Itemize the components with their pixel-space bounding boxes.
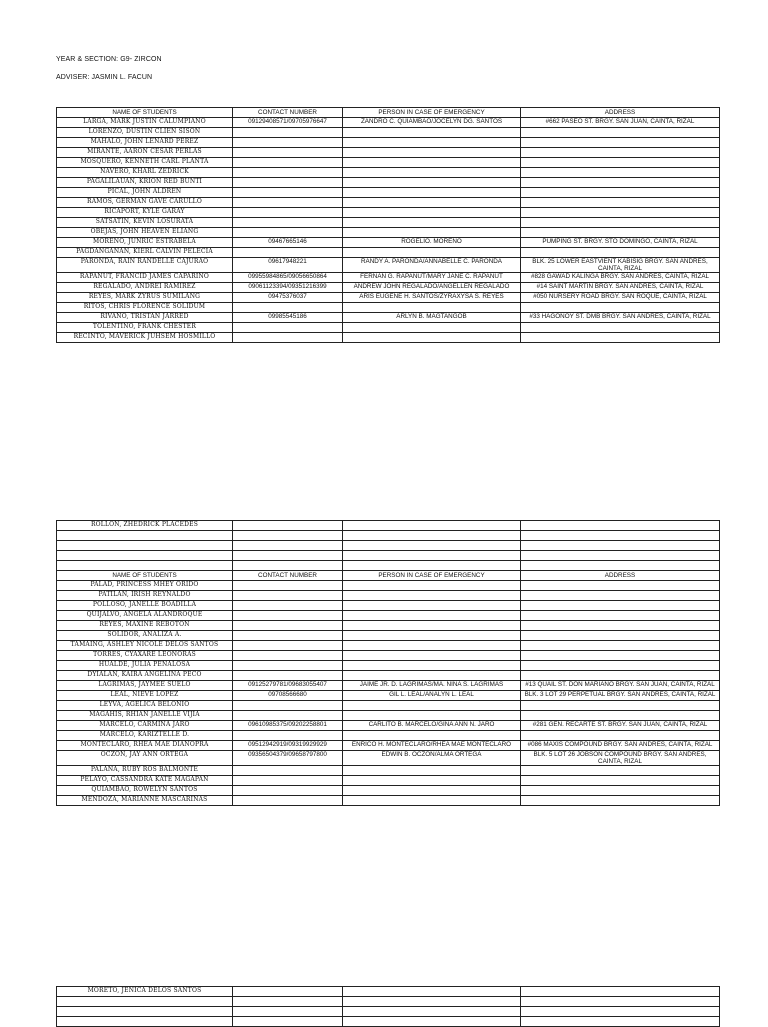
student-name-cell: PICAL, JOHN ALDREN <box>57 188 233 198</box>
emergency-contact-cell <box>343 1007 521 1017</box>
year-section-label: YEAR & SECTION: G9- ZIRCON <box>56 56 162 63</box>
address-cell <box>521 997 720 1007</box>
student-name-cell: RITOS, CHRIS FLORENCE SOLIDUM <box>57 303 233 313</box>
contact-number-cell <box>233 198 343 208</box>
table-row <box>57 631 720 641</box>
student-name-cell: RIVANO, TRISTAN JARRED <box>57 313 233 323</box>
emergency-contact-cell <box>343 531 521 541</box>
contact-number-cell <box>233 128 343 138</box>
student-name-cell: POLLOSO, JANELLE BOADILLA <box>57 601 233 611</box>
address-cell <box>521 158 720 168</box>
student-name-cell: RICAPORT, KYLE GARAY <box>57 208 233 218</box>
table-row <box>57 987 720 997</box>
table-row <box>57 138 720 148</box>
emergency-contact-cell: FERNAN G. RAPANUT/MARY JANE C. RAPANUT <box>343 273 521 283</box>
table-row <box>57 561 720 571</box>
student-name-cell: MOSQUERO, KENNETH CARL PLANTA <box>57 158 233 168</box>
contact-number-cell: 09985545186 <box>233 313 343 323</box>
address-cell: BLK. 5 LOT 26 JOBSON COMPOUND BRGY. SAN ANDRES, CAINTA, RIZAL <box>521 751 720 766</box>
emergency-contact-cell <box>343 651 521 661</box>
contact-number-cell <box>233 661 343 671</box>
contact-number-cell <box>233 641 343 651</box>
contact-number-cell <box>233 591 343 601</box>
student-name-cell: RECINTO, MAVERICK JUHSEM HOSMILLO <box>57 333 233 343</box>
contact-number-cell <box>233 796 343 806</box>
student-name-cell <box>57 551 233 561</box>
student-name-cell: SOLIDOR, ANALIZA A. <box>57 631 233 641</box>
address-cell <box>521 1007 720 1017</box>
contact-number-cell <box>233 766 343 776</box>
student-name-cell: LARGA, MARK JUSTIN CALUMPIANO <box>57 118 233 128</box>
contact-number-cell: 09610985375/09202258801 <box>233 721 343 731</box>
student-name-cell: HUALDE, JULIA PENALOSA <box>57 661 233 671</box>
student-name-cell: ROLLON, ZHEDRICK PLACEDES <box>57 521 233 531</box>
address-cell <box>521 521 720 531</box>
student-name-cell: QUIAMBAO, ROWELYN SANTOS <box>57 786 233 796</box>
address-cell <box>521 303 720 313</box>
emergency-contact-cell <box>343 621 521 631</box>
emergency-contact-cell <box>343 198 521 208</box>
emergency-contact-cell <box>343 591 521 601</box>
table-row <box>57 721 720 731</box>
table-row <box>57 228 720 238</box>
emergency-contact-cell <box>343 796 521 806</box>
contact-number-cell <box>233 323 343 333</box>
table-row <box>57 661 720 671</box>
address-cell <box>521 248 720 258</box>
address-cell <box>521 188 720 198</box>
student-roster-table-2 <box>56 520 720 806</box>
emergency-contact-cell <box>343 611 521 621</box>
emergency-contact-cell <box>343 786 521 796</box>
address-cell: #828 GAWAD KALINGA BRGY. SAN ANDRES, CAINTA, RIZAL <box>521 273 720 283</box>
contact-number-cell <box>233 621 343 631</box>
emergency-contact-cell <box>343 711 521 721</box>
student-name-cell: PARONDA, RAIN RANDELLE CAJURAO <box>57 258 233 273</box>
contact-number-cell: 09356504379/09658797800 <box>233 751 343 766</box>
address-cell <box>521 731 720 741</box>
table-row <box>57 323 720 333</box>
address-cell <box>521 591 720 601</box>
table-row <box>57 303 720 313</box>
student-name-cell: REGALADO, ANDREI RAMIREZ <box>57 283 233 293</box>
emergency-contact-cell <box>343 631 521 641</box>
table-row <box>57 671 720 681</box>
contact-number-cell <box>233 651 343 661</box>
table-row <box>57 581 720 591</box>
address-cell <box>521 701 720 711</box>
table-row <box>57 128 720 138</box>
student-name-cell: RAPANUT, FRANCID JAMES CAPARINO <box>57 273 233 283</box>
address-cell <box>521 198 720 208</box>
contact-number-cell <box>233 1007 343 1017</box>
emergency-contact-cell: ARIS EUGENE H. SANTOS/ZYRAXYSA S. REYES <box>343 293 521 303</box>
contact-number-cell: 09475376037 <box>233 293 343 303</box>
address-cell <box>521 551 720 561</box>
emergency-contact-cell <box>343 188 521 198</box>
contact-number-cell: 09061123394/09351216399 <box>233 283 343 293</box>
emergency-contact-cell <box>343 561 521 571</box>
address-cell <box>521 766 720 776</box>
student-name-cell <box>57 561 233 571</box>
emergency-contact-cell: ARLYN B. MAGTANGOB <box>343 313 521 323</box>
student-name-cell <box>57 531 233 541</box>
address-cell <box>521 631 720 641</box>
student-name-cell: PALAÑA, RUBY ROS BALMONTE <box>57 766 233 776</box>
contact-number-cell <box>233 611 343 621</box>
address-cell <box>521 138 720 148</box>
table-row <box>57 333 720 343</box>
student-name-cell: QUIJALVO, ANGELA ALANDROQUE <box>57 611 233 621</box>
emergency-contact-cell: ROGELIO. MORENO <box>343 238 521 248</box>
table-row <box>57 711 720 721</box>
emergency-contact-cell: RANDY A. PARONDA/ANNABELLE C. PARONDA <box>343 258 521 273</box>
address-cell <box>521 581 720 591</box>
address-cell <box>521 128 720 138</box>
address-column-header: ADDRESS <box>521 571 720 581</box>
contact-number-cell <box>233 776 343 786</box>
table-row <box>57 741 720 751</box>
address-cell <box>521 786 720 796</box>
emergency-contact-cell <box>343 168 521 178</box>
address-cell <box>521 661 720 671</box>
student-name-cell: PATILAN, IRISH REYNALDO <box>57 591 233 601</box>
table-row <box>57 168 720 178</box>
student-name-cell: PELAYO, CASSANDRA KATE MAGAPAN <box>57 776 233 786</box>
table-row <box>57 997 720 1007</box>
address-cell: #086 MAXIS COMPOUND BRGY. SAN ANDRES, CAINTA, RIZAL <box>521 741 720 751</box>
address-cell: BLK. 3 LOT 29 PERPETUAL BRGY. SAN ANDRES, CAINTA, RIZAL <box>521 691 720 701</box>
contact-number-cell <box>233 786 343 796</box>
table-header-row <box>57 108 720 118</box>
student-name-cell: MORENO, JUNRIC ESTRABELA <box>57 238 233 248</box>
emergency-contact-cell <box>343 701 521 711</box>
address-cell <box>521 561 720 571</box>
student-name-cell: PALAD, PRINCESS MHEY ORIDO <box>57 581 233 591</box>
student-name-cell: TORRES, CYAXARE LEONORAS <box>57 651 233 661</box>
address-cell <box>521 531 720 541</box>
student-name-cell: MARCELO, KARIZTELLE D. <box>57 731 233 741</box>
student-name-cell: DYIALAN, KAIRA ANGELINA PECO <box>57 671 233 681</box>
contact-number-cell <box>233 303 343 313</box>
address-cell: #14 SAINT MARTIN BRGY. SAN ANDRES, CAINTA, RIZAL <box>521 283 720 293</box>
student-name-cell: MORETO, JENICA DELOS SANTOS <box>57 987 233 997</box>
emergency-contact-cell <box>343 521 521 531</box>
table-row <box>57 601 720 611</box>
student-name-cell <box>57 1007 233 1017</box>
contact-number-cell: 09129408571/09705976647 <box>233 118 343 128</box>
emergency-contact-cell <box>343 997 521 1007</box>
student-name-cell: OBEJAS, JOHN HEAVEN ELIANG <box>57 228 233 238</box>
table-row <box>57 118 720 128</box>
address-cell <box>521 168 720 178</box>
student-roster-table-1 <box>56 107 720 343</box>
address-cell <box>521 323 720 333</box>
contact-number-cell <box>233 1017 343 1027</box>
emergency-column-header: PERSON IN CASE OF EMERGENCY <box>343 108 521 118</box>
address-cell: #33 HAGONOY ST. DMB BRGY. SAN ANDRES, CAINTA, RIZAL <box>521 313 720 323</box>
table-row <box>57 751 720 766</box>
contact-number-cell <box>233 248 343 258</box>
table-row <box>57 691 720 701</box>
emergency-contact-cell: ENRICO H. MONTECLARO/RHEA MAE MONTECLARO <box>343 741 521 751</box>
table-row <box>57 258 720 273</box>
emergency-contact-cell <box>343 128 521 138</box>
contact-number-cell <box>233 541 343 551</box>
table-row <box>57 786 720 796</box>
contact-number-cell <box>233 601 343 611</box>
emergency-contact-cell <box>343 148 521 158</box>
contact-number-cell <box>233 333 343 343</box>
student-name-cell: MARCELO, CARMINA JARO <box>57 721 233 731</box>
table-row <box>57 313 720 323</box>
contact-number-cell <box>233 731 343 741</box>
contact-number-cell <box>233 561 343 571</box>
student-name-cell: PAGALILAUAN, KRION RED BUNTI <box>57 178 233 188</box>
student-name-cell: RAMOS, GERMAN GAVE CARULLO <box>57 198 233 208</box>
contact-number-cell: 09467665146 <box>233 238 343 248</box>
emergency-contact-cell <box>343 731 521 741</box>
address-cell: #281 GEN. RECARTE ST. BRGY. SAN JUAN, CAINTA, RIZAL <box>521 721 720 731</box>
table-row <box>57 776 720 786</box>
address-cell <box>521 671 720 681</box>
contact-number-cell <box>233 178 343 188</box>
table-row <box>57 158 720 168</box>
emergency-contact-cell <box>343 323 521 333</box>
student-name-cell <box>57 541 233 551</box>
emergency-contact-cell: ANDREW JOHN REGALADO/ANGELLEN REGALADO <box>343 283 521 293</box>
student-name-cell: TAMAING, ASHLEY NICOLE DELOS SANTOS <box>57 641 233 651</box>
contact-number-cell <box>233 218 343 228</box>
student-name-cell: LAGRIMAS, JAYMEE SUELO <box>57 681 233 691</box>
table-row <box>57 681 720 691</box>
address-cell: #13 QUAIL ST. DON MARIANO BRGY. SAN JUAN, CAINTA, RIZAL <box>521 681 720 691</box>
address-cell: #662 PASEO ST. BRGY. SAN JUAN, CAINTA, RIZAL <box>521 118 720 128</box>
address-cell <box>521 641 720 651</box>
emergency-contact-cell <box>343 208 521 218</box>
emergency-contact-cell <box>343 158 521 168</box>
contact-number-cell: 09512942919/09319929929 <box>233 741 343 751</box>
contact-number-cell <box>233 158 343 168</box>
address-cell <box>521 987 720 997</box>
emergency-contact-cell <box>343 661 521 671</box>
emergency-contact-cell <box>343 987 521 997</box>
table-row <box>57 293 720 303</box>
address-cell <box>521 1017 720 1027</box>
contact-number-cell <box>233 138 343 148</box>
emergency-contact-cell <box>343 551 521 561</box>
emergency-contact-cell <box>343 248 521 258</box>
contact-number-cell: 09617948221 <box>233 258 343 273</box>
table-row <box>57 591 720 601</box>
table-row <box>57 283 720 293</box>
address-cell: PUMPING ST. BRGY. STO DOMINGO, CAINTA, RIZAL <box>521 238 720 248</box>
table-header-row <box>57 571 720 581</box>
contact-column-header: CONTACT NUMBER <box>233 108 343 118</box>
address-column-header: ADDRESS <box>521 108 720 118</box>
address-cell <box>521 148 720 158</box>
emergency-contact-cell: ZANDRO C. QUIAMBAO/JOCELYN DG. SANTOS <box>343 118 521 128</box>
table-row <box>57 551 720 561</box>
address-cell <box>521 776 720 786</box>
table-row <box>57 651 720 661</box>
student-name-cell: MAGAHIS, RHIAN JANELLE VIJIA <box>57 711 233 721</box>
emergency-contact-cell <box>343 218 521 228</box>
address-cell <box>521 601 720 611</box>
table-row <box>57 148 720 158</box>
student-name-cell <box>57 1017 233 1027</box>
student-name-cell: MONTECLARO, RHEA MAE DIANOPRA <box>57 741 233 751</box>
contact-number-cell <box>233 581 343 591</box>
table-row <box>57 521 720 531</box>
table-row <box>57 188 720 198</box>
contact-number-cell: 09955984865/09056650864 <box>233 273 343 283</box>
contact-number-cell <box>233 208 343 218</box>
student-name-cell: MIRANTE, AARON CESAR PERLAS <box>57 148 233 158</box>
address-cell <box>521 333 720 343</box>
contact-number-cell <box>233 631 343 641</box>
contact-column-header: CONTACT NUMBER <box>233 571 343 581</box>
student-name-cell: MAHALO, JOHN LENARD PEREZ <box>57 138 233 148</box>
table-row <box>57 208 720 218</box>
adviser-label: ADVISER: JASMIN L. FACUN <box>56 74 153 81</box>
contact-number-cell <box>233 188 343 198</box>
emergency-contact-cell <box>343 601 521 611</box>
student-name-cell: LORENZO, DUSTIN CLIEN SISON <box>57 128 233 138</box>
address-cell <box>521 611 720 621</box>
table-row <box>57 621 720 631</box>
contact-number-cell <box>233 711 343 721</box>
student-name-cell: MENDOZA, MARIANNE MASCARIÑAS <box>57 796 233 806</box>
name-column-header: NAME OF STUDENTS <box>57 108 233 118</box>
table-row <box>57 796 720 806</box>
contact-number-cell <box>233 701 343 711</box>
emergency-contact-cell: GIL L. LEAL/ANALYN L. LEAL <box>343 691 521 701</box>
emergency-contact-cell <box>343 541 521 551</box>
address-cell <box>521 621 720 631</box>
emergency-contact-cell <box>343 138 521 148</box>
emergency-contact-cell <box>343 776 521 786</box>
name-column-header: NAME OF STUDENTS <box>57 571 233 581</box>
student-name-cell: LEYVA, AGELICA BELONIO <box>57 701 233 711</box>
emergency-contact-cell <box>343 333 521 343</box>
student-name-cell: OCZON, JAY ANN ORTEGA <box>57 751 233 766</box>
contact-number-cell <box>233 551 343 561</box>
student-name-cell: NAVERO, KHARL ZEDRICK <box>57 168 233 178</box>
table-row <box>57 178 720 188</box>
address-cell <box>521 651 720 661</box>
student-name-cell: REYES, MARK ZYRUS SUMILANG <box>57 293 233 303</box>
emergency-contact-cell: CARLITO B. MARCELO/GINA ANN N. JARO <box>343 721 521 731</box>
address-cell <box>521 218 720 228</box>
table-row <box>57 641 720 651</box>
student-name-cell: LEAL, NIEVE LOPEZ <box>57 691 233 701</box>
emergency-contact-cell <box>343 1017 521 1027</box>
table-row <box>57 273 720 283</box>
student-roster-table-3 <box>56 986 720 1027</box>
student-name-cell: PAGDANGANAN, KIERL CALVIN PELECIA <box>57 248 233 258</box>
table-row <box>57 218 720 228</box>
emergency-contact-cell: JAIME JR. D. LAGRIMAS/MA. NINA S. LAGRIMAS <box>343 681 521 691</box>
emergency-contact-cell <box>343 671 521 681</box>
address-cell <box>521 541 720 551</box>
address-cell <box>521 208 720 218</box>
contact-number-cell <box>233 168 343 178</box>
student-name-cell <box>57 997 233 1007</box>
contact-number-cell <box>233 228 343 238</box>
table-row <box>57 731 720 741</box>
emergency-contact-cell <box>343 641 521 651</box>
table-row <box>57 766 720 776</box>
emergency-contact-cell <box>343 303 521 313</box>
contact-number-cell: 09125279781/09683055407 <box>233 681 343 691</box>
table-row <box>57 248 720 258</box>
emergency-column-header: PERSON IN CASE OF EMERGENCY <box>343 571 521 581</box>
table-row <box>57 1017 720 1027</box>
emergency-contact-cell <box>343 581 521 591</box>
address-cell: BLK. 25 LOWER EASTVIENT KABISIG BRGY. SAN ANDRES, CAINTA, RIZAL <box>521 258 720 273</box>
address-cell <box>521 711 720 721</box>
table-row <box>57 701 720 711</box>
address-cell <box>521 796 720 806</box>
emergency-contact-cell: EDWIN B. OCZON/ALMA ORTEGA <box>343 751 521 766</box>
emergency-contact-cell <box>343 178 521 188</box>
table-row <box>57 531 720 541</box>
contact-number-cell <box>233 148 343 158</box>
contact-number-cell: 09708566680 <box>233 691 343 701</box>
table-row <box>57 238 720 248</box>
contact-number-cell <box>233 531 343 541</box>
emergency-contact-cell <box>343 228 521 238</box>
contact-number-cell <box>233 987 343 997</box>
contact-number-cell <box>233 671 343 681</box>
student-name-cell: SATSATIN, KEVIN LOSURATA <box>57 218 233 228</box>
table-row <box>57 198 720 208</box>
student-name-cell: TOLENTINO, FRANK CHESTER <box>57 323 233 333</box>
address-cell <box>521 228 720 238</box>
table-row <box>57 1007 720 1017</box>
contact-number-cell <box>233 997 343 1007</box>
student-name-cell: REYES, MAXINE REBOTON <box>57 621 233 631</box>
table-row <box>57 541 720 551</box>
table-row <box>57 611 720 621</box>
emergency-contact-cell <box>343 766 521 776</box>
address-cell <box>521 178 720 188</box>
address-cell: #050 NURSERY ROAD BRGY. SAN ROQUE, CAINTA, RIZAL <box>521 293 720 303</box>
contact-number-cell <box>233 521 343 531</box>
